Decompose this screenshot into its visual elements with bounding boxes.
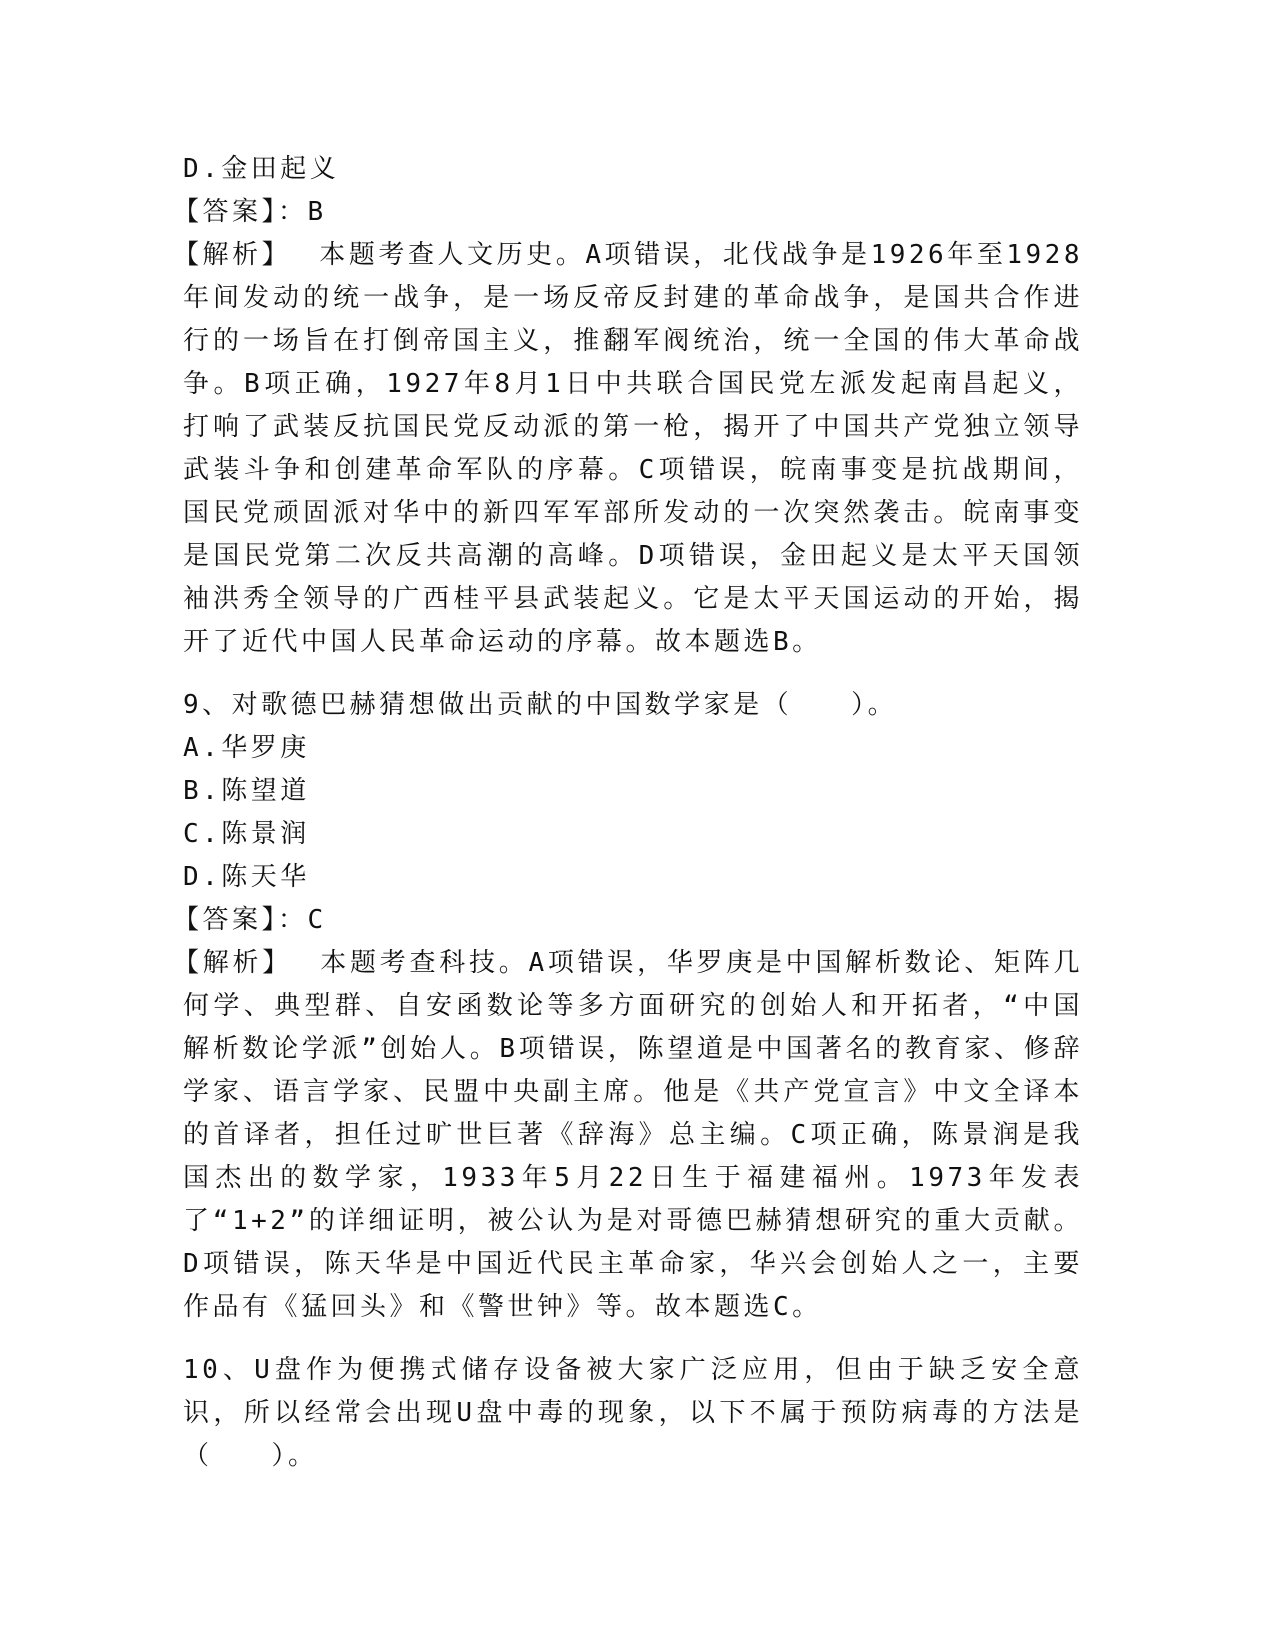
prev-analysis [173,234,1083,664]
answer-label: 【答案】 [173,905,279,935]
question-9-answer [173,899,1083,942]
analysis-label: 【解析】 [173,948,292,978]
question-9-option-b: B.陈望道 [183,776,310,806]
question-9-option-d: D.陈天华 [183,862,310,892]
question-10-stem: 10、U盘作为便携式储存设备被大家广泛应用，但由于缺乏安全意识，所以经常会出现U盘中毒的现象，以下不属于预防病毒的方法是（ ）。 [183,1355,1083,1471]
analysis-label: 【解析】 [173,240,292,270]
answer-value: ：C [278,905,327,935]
analysis-text: 本题考查人文历史。A项错误，北伐战争是1926年至1928年间发动的统一战争，是一场反帝反封建的革命战争，是国共合作进行的一场旨在打倒帝国主义，推翻军阀统治，统一全国的伟大革命战争。B项正确，1927年8月1日中共联合国民党左派发起南昌起义，打响了武装反抗国民党反动派的第一枪，揭开了中国共产党独立领导武装斗争和创建革命军队的序幕。C项错误，皖南事变是抗战期间，国民党顽固派对华中的新四军军部所发动的一次突然袭击。皖南事变是国民党第二次反共高潮的高峰。D项错误，金田起义是太平天国领袖洪秀全领导的广西桂平县武装起义。它是太平天国运动的开始，揭开了近代中国人民革命运动的序幕。故本题选B。 [183,240,1083,657]
answer-value: ：B [278,197,327,227]
answer-label: 【答案】 [173,197,279,227]
question-9-option-c: C.陈景润 [183,819,310,849]
document-page [173,148,1083,1478]
question-9-analysis [173,942,1083,1329]
prev-option-d: D.金田起义 [183,154,340,184]
question-9-option-a: A.华罗庚 [183,733,310,763]
prev-answer [173,191,1083,234]
question-9-stem: 9、对歌德巴赫猜想做出贡献的中国数学家是（ ）。 [183,690,898,720]
analysis-text: 本题考查科技。A项错误，华罗庚是中国解析数论、矩阵几何学、典型群、自安函数论等多方面研究的创始人和开拓者，“中国解析数论学派”创始人。B项错误，陈望道是中国著名的教育家、修辞学家、语言学家、民盟中央副主席。他是《共产党宣言》中文全译本的首译者，担任过旷世巨著《辞海》总主编。C项正确，陈景润是我国杰出的数学家，1933年5月22日生于福建福州。1973年发表了“1+2”的详细证明，被公认为是对哥德巴赫猜想研究的重大贡献。D项错误，陈天华是中国近代民主革命家，华兴会创始人之一，主要作品有《猛回头》和《警世钟》等。故本题选C。 [183,948,1083,1322]
